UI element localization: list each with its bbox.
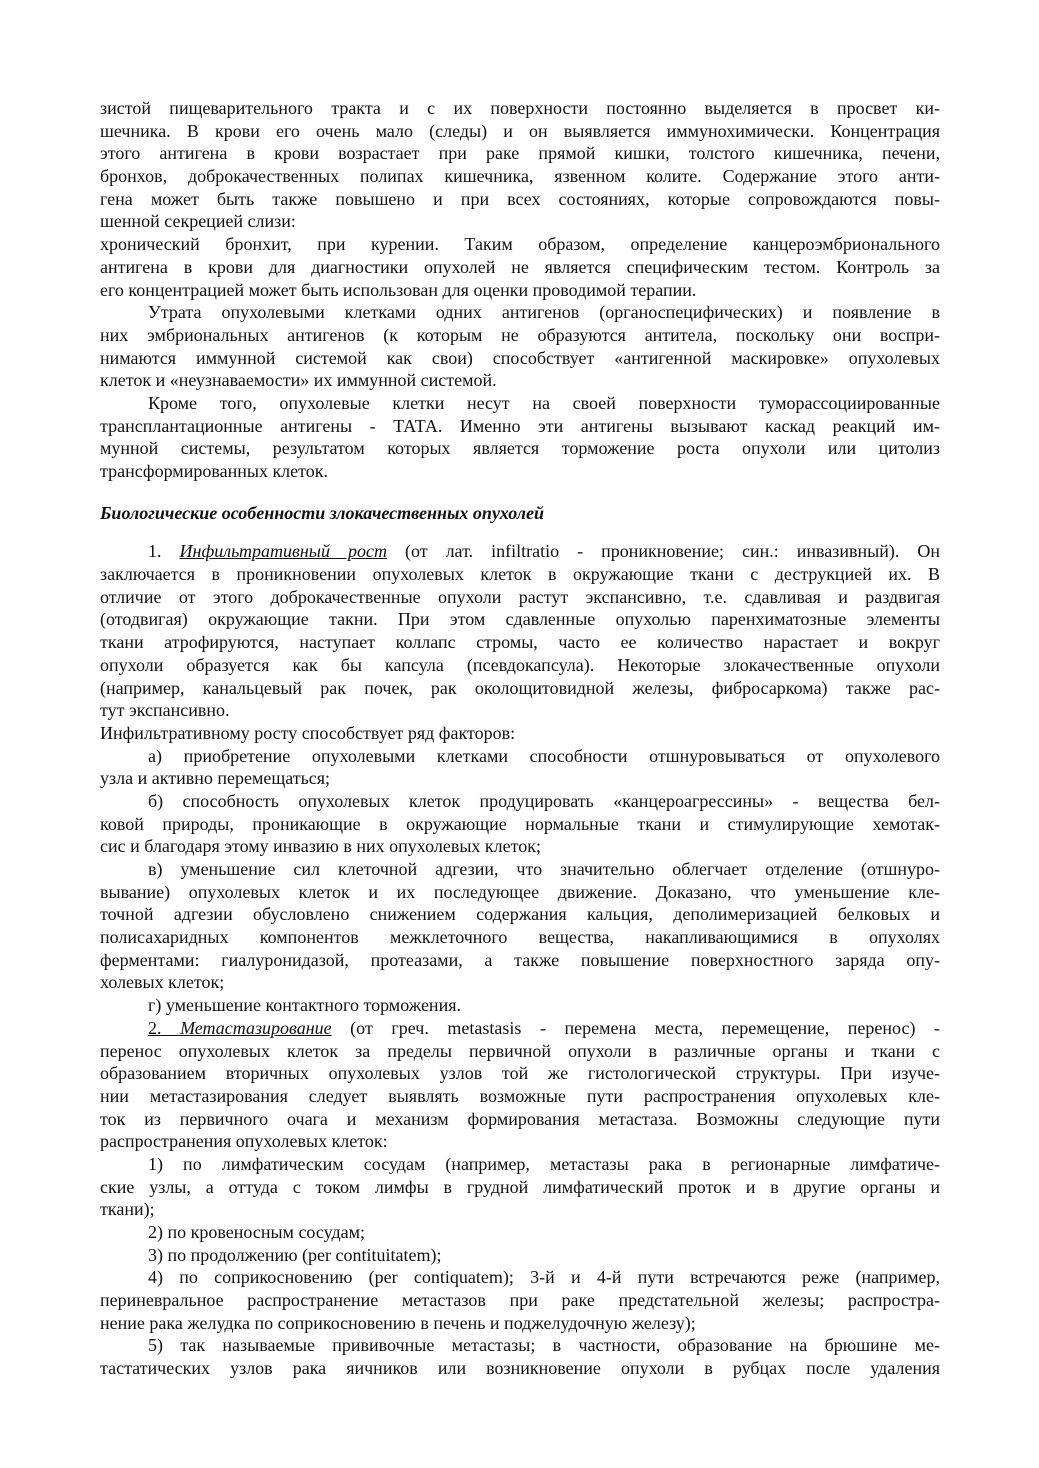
path-1: [100, 1153, 940, 1221]
text-line: хронический бронхит, при курении. Таким образом, определение канцероэмбрионального: [100, 234, 940, 255]
text-line: мунной системы, результатом которых является торможение роста опухоли или цитолиз: [100, 438, 940, 459]
text-line: нение рака желудка по соприкосновению в печень и поджелудочную железу);: [100, 1312, 696, 1333]
path-2: 2) по кровеносным сосудам;: [148, 1222, 366, 1242]
text-line: клеток и «неузнаваемости» их иммунной системой.: [100, 370, 497, 391]
text-line: тастатических узлов рака яичников или возникновение опухоли в рубцах после удаления: [100, 1358, 940, 1379]
text-line: трансформированных клеток.: [100, 461, 329, 481]
text-line: его концентрацией может быть использован для оценки проводимой терапии.: [100, 279, 697, 300]
text-line: шенной секрецией слизи:: [100, 211, 296, 232]
text-line: перенос опухолевых клеток за пределы первичной опухоли в различные органы и ткани с: [100, 1040, 940, 1061]
text-line: ткани);: [100, 1199, 155, 1220]
item-text: (от греч. metastasis - перемена места, перемещение, перенос) -: [331, 1017, 940, 1038]
text-line: периневральное распространение метастазов при раке предстательной железы; распростра-: [100, 1290, 940, 1311]
text-line: зистой пищеварительного тракта и с их поверхности постоянно выделяется в просвет ки-: [100, 98, 940, 118]
text-line: Утрата опухолевыми клетками одних антигенов (органоспецифических) и появление в: [148, 302, 940, 323]
item-first-line: [100, 1017, 940, 1040]
document-page: [100, 97, 940, 1380]
text-line: 4) по соприкосновению (per contiquatem); 3-й и 4-й пути встречаются реже (например,: [148, 1267, 940, 1288]
item-text: (от лат. infiltratio - проникновение; син.: инвазивный). Он: [386, 541, 940, 562]
factor-a: [100, 745, 940, 790]
text-line: распространения опухолевых клеток:: [100, 1131, 388, 1152]
text-line: (отодвигая) окружающие такни. При этом сдавленные опухолью паренхиматозные элементы: [100, 609, 940, 630]
text-line: в) уменьшение сил клеточной адгезии, что значительно облегчает отделение (отшнуро-: [148, 859, 940, 879]
infiltrative-growth-paragraph: [100, 540, 940, 722]
text-line: них эмбриональных антигенов (к которым не образуются антитела, поскольку они воспри-: [100, 324, 940, 345]
text-line: трансплантационные антигены - ТАТА. Именно эти антигены вызывают каскад реакций им-: [100, 415, 940, 436]
antigen-masking-paragraph: [100, 301, 940, 392]
tata-paragraph: [100, 392, 940, 483]
text-line: а) приобретение опухолевыми клетками способности отшнуровываться от опухолевого: [148, 745, 940, 766]
text-line: образованием вторичных опухолевых узлов той же гистологической структуры. При изуче-: [100, 1063, 940, 1084]
text-line: ферментами: гиалуронидазой, протеазами, а также повышение поверхностного заряда опу-: [100, 949, 940, 970]
text-line: б) способность опухолевых клеток продуцировать «канцероагрессины» - вещества бел-: [148, 790, 940, 811]
text-line: узла и активно перемещаться;: [100, 768, 331, 789]
text-line: сис и благодаря этому инвазию в них опухолевых клеток;: [100, 836, 542, 857]
text-line: тут экспансивно.: [100, 700, 230, 721]
text-line: этого антигена в крови возрастает при раке прямой кишки, толстого кишечника, печени,: [100, 143, 940, 164]
section-heading: Биологические особенности злокачественных опухолей: [100, 502, 545, 523]
text-line: отличие от этого доброкачественные опухоли растут экспансивно, т.е. сдавливая и раздвигая: [100, 586, 940, 607]
path-4: [100, 1266, 940, 1334]
text-line: холевых клеток;: [100, 972, 225, 993]
item-first-line: [100, 540, 940, 563]
factor-d: г) уменьшение контактного торможения.: [148, 995, 461, 1016]
text-line: полисахаридных компонентов межклеточного вещества, накапливающимися в опухолях: [100, 927, 940, 948]
term-metastasis: Метастазирование: [180, 1017, 332, 1038]
factors-intro: Инфильтративному росту способствует ряд факторов:: [100, 722, 516, 743]
factor-c: [100, 858, 940, 994]
text-line: ковой природы, проникающие в окружающие нормальные ткани и стимулирующие хемотак-: [100, 813, 940, 834]
term-infiltrative-growth: Инфильтративный рост: [179, 541, 387, 562]
text-line: бронхов, доброкачественных полипах кишечника, язвенном колите. Содержание этого анти-: [100, 166, 940, 187]
text-line: (например, канальцевый рак почек, рак околощитовидной железы, фибросаркома) также рас-: [100, 677, 940, 698]
path-3: 3) по продолжению (per contituitatem);: [148, 1244, 442, 1265]
text-line: шечника. В крови его очень мало (следы) и он выявляется иммунохимически. Концентрация: [100, 120, 940, 141]
text-line: ток из первичного очага и механизм формирования метастаза. Возможны следующие пути: [100, 1108, 940, 1129]
text-line: ские узлы, а оттуда с током лимфы в грудной лимфатический проток и в другие органы и: [100, 1176, 940, 1197]
path-5: [100, 1334, 940, 1379]
text-line: заключается в проникновении опухолевых клеток в окружающие ткани с деструкцией их. В: [100, 564, 940, 585]
text-line: 5) так называемые прививочные метастазы; в частности, образование на брюшине ме-: [148, 1335, 940, 1356]
text-line: нимаются иммунной системой как свои) способствует «антигенной маскировке» опухолевых: [100, 347, 940, 368]
text-line: гена может быть также повышено и при всех состояниях, которые сопровождаются повы-: [100, 188, 940, 209]
text-line: ткани атрофируются, наступает коллапс стромы, часто ее количество нарастает и вокруг: [100, 632, 940, 653]
text-line: Кроме того, опухолевые клетки несут на своей поверхности туморассоциированные: [148, 392, 940, 413]
text-line: точной адгезии обусловлено снижением содержания кальция, деполимеризацией белковых и: [100, 904, 940, 925]
item-number: 2.: [148, 1017, 181, 1038]
factor-b: [100, 790, 940, 858]
text-line: 1) по лимфатическим сосудам (например, метастазы рака в регионарные лимфатиче-: [148, 1153, 940, 1174]
text-line: вывание) опухолевых клеток и их последующее движение. Доказано, что уменьшение кле-: [100, 881, 940, 902]
intro-paragraph: [100, 97, 940, 301]
text-line: опухоли образуется как бы капсула (псевдокапсула). Некоторые злокачественные опухоли: [100, 654, 940, 675]
item-number: 1.: [148, 541, 180, 562]
text-line: антигена в крови для диагностики опухолей не является специфическим тестом. Контроль за: [100, 256, 940, 277]
metastasis-paragraph: [100, 1017, 940, 1153]
text-line: нии метастазирования следует выявлять возможные пути распространения опухолевых кле-: [100, 1085, 940, 1106]
